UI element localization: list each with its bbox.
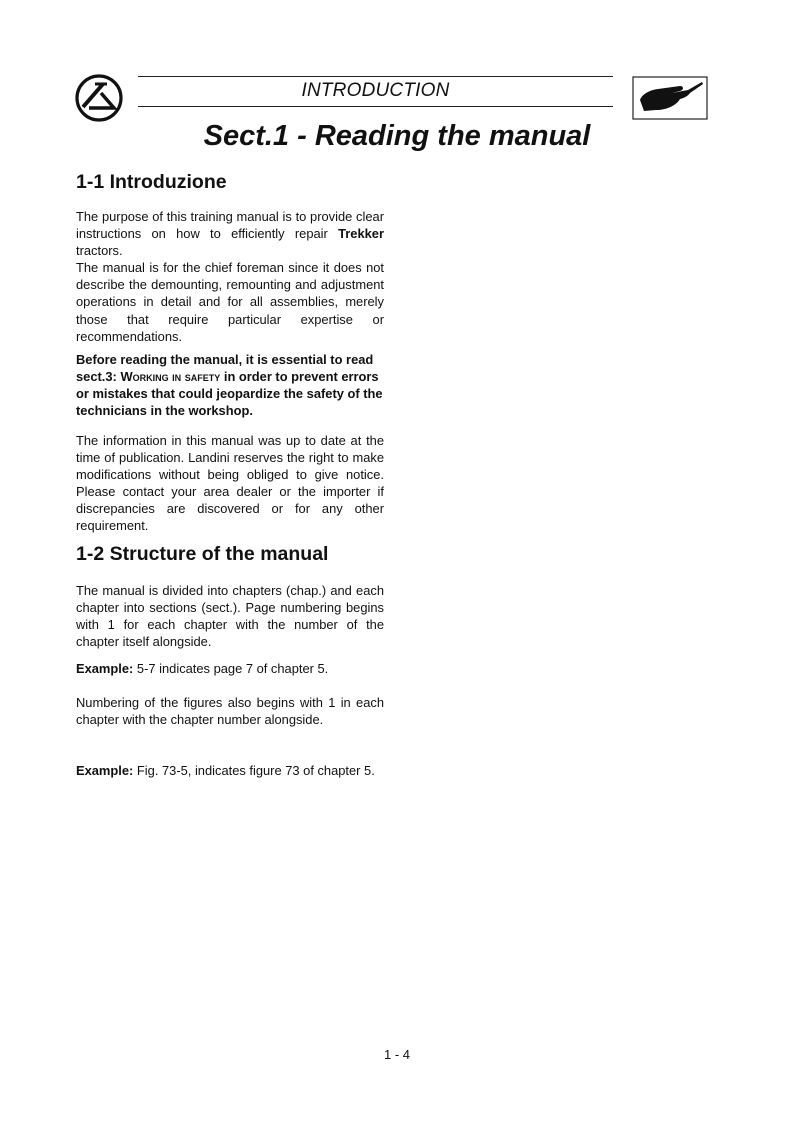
example-label: Example:: [76, 661, 134, 676]
warning-text-end: in order to prevent errors or mistakes that could jeopardize the safety of the technicians in the workshop.: [76, 369, 383, 419]
paragraph-publication: [76, 432, 384, 535]
section-heading-structure: 1-2 Structure of the manual: [76, 543, 329, 565]
structure-text: The manual is divided into chapters (chap.) and each chapter into sections (sect.). Page numbering begins with 1 for each chapter with the number of the chapter itself alongside.: [76, 583, 384, 650]
purpose-text: The purpose of this training manual is to provide clear instructions on how to efficiently repair: [76, 209, 384, 242]
figures-text: Numbering of the figures also begins with 1 in each chapter with the chapter number alongside.: [76, 695, 384, 728]
landini-logo-icon: [74, 73, 124, 123]
hand-pointer-icon: [632, 76, 708, 120]
paragraph-figures: [76, 694, 384, 728]
header-rule-top: [138, 76, 613, 77]
page-number: 1 - 4: [383, 1047, 410, 1062]
purpose-text-end: tractors.: [76, 243, 123, 259]
header-title: INTRODUCTION: [301, 80, 450, 101]
purpose-bold-brand: Trekker: [338, 226, 384, 242]
paragraph-audience: The manual is for the chief foreman since it does not describe the demounting, remounting and adjustment operations in detail and for all assemblies, merely those that require particular expertise or recommendations.: [76, 260, 384, 344]
paragraph-purpose: [76, 208, 384, 345]
section-heading-introduzione: 1-1 Introduzione: [76, 171, 227, 193]
paragraph-example-2: [76, 762, 384, 779]
header-rule-bottom: [138, 106, 613, 107]
warning-text: Before reading the manual, it is essential to read sect.3:: [76, 352, 374, 385]
section-title: Sect.1 - Reading the manual: [203, 120, 591, 152]
example-text: 5-7 indicates page 7 of chapter 5.: [133, 661, 329, 676]
paragraph-example-1: [76, 660, 384, 677]
example-text: Fig. 73-5, indicates figure 73 of chapter 5.: [133, 763, 375, 778]
example-label: Example:: [76, 763, 134, 778]
publication-text: The information in this manual was up to date at the time of publication. Landini reserves the right to make modifications without being obliged to give notice. Please contact your area dealer or the importer if discrepancies are discovered or for any other requirement.: [76, 433, 384, 534]
warning-smallcaps: Working in safety: [120, 369, 221, 385]
paragraph-warning: [76, 351, 392, 419]
paragraph-structure: [76, 582, 384, 650]
